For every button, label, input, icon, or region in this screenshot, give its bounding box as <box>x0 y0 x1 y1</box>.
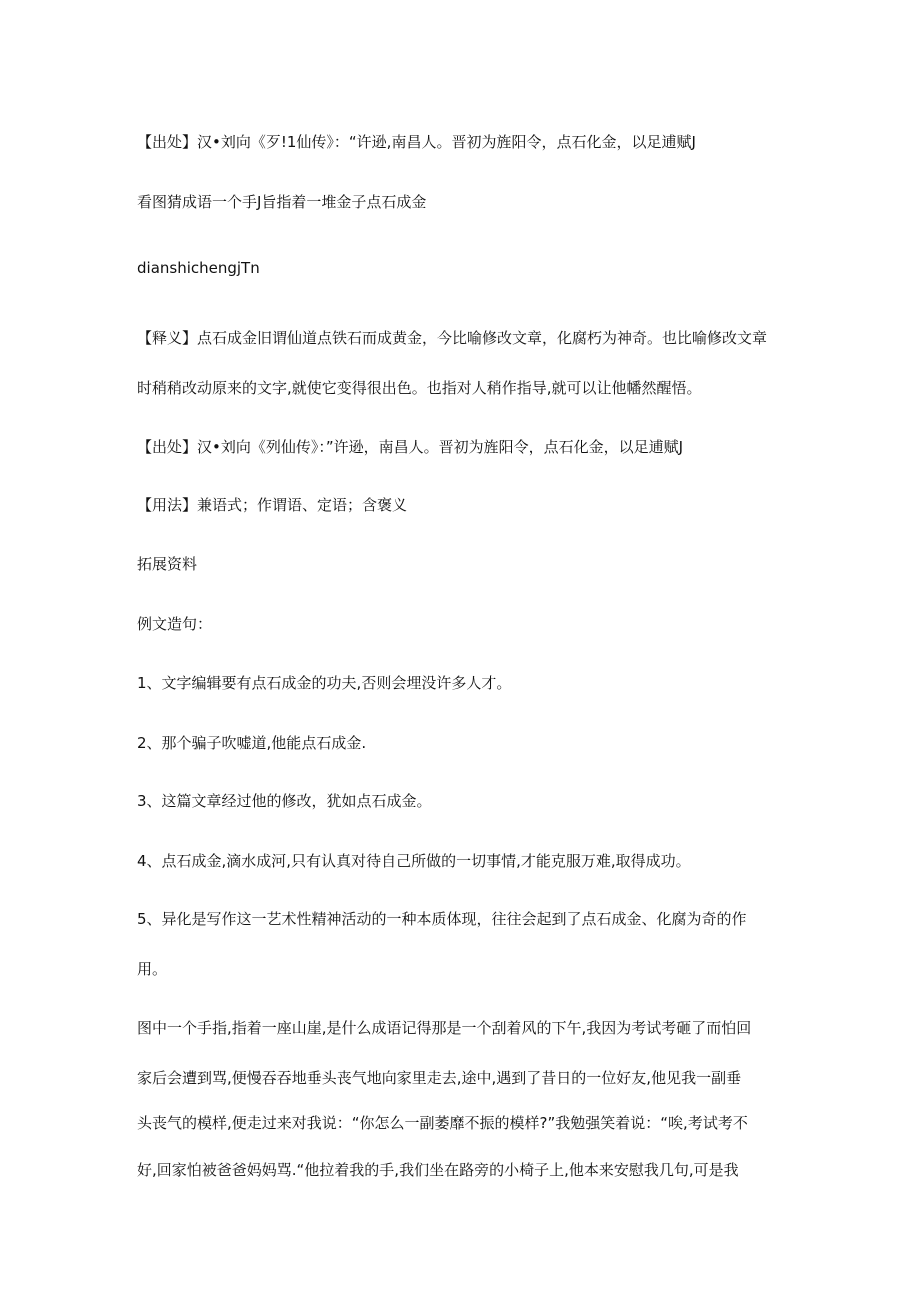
example-1: 1、文字编辑要有点石成金的功夫,否则会埋没许多人才。 <box>137 674 512 692</box>
examples-heading: 例文造句： <box>137 615 213 633</box>
example-5-line-1: 5、异化是写作这一艺术性精神活动的一种本质体现，往往会起到了点石成金、化腐为奇的作 <box>137 910 747 928</box>
example-2: 2、那个骗子吹嘘道,他能点石成金. <box>137 734 367 752</box>
example-5-line-2: 用。 <box>137 960 168 978</box>
meaning-line-1: 【释义】点石成金旧谓仙道点铁石而成黄金，今比喻修改文章，化腐朽为神奇。也比喻修改文章 <box>137 329 768 347</box>
example-3: 3、这篇文章经过他的修改，犹如点石成金。 <box>137 792 432 810</box>
source-line-2: 【出处】汉•刘向《列仙传》：”许逊，南昌人。晋初为旌阳令，点石化金，以足逋赋J <box>137 438 684 456</box>
pinyin-line: dianshichengjTn <box>137 259 260 277</box>
story-line-1: 图中一个手指,指着一座山崖,是什么成语记得那是一个刮着风的下午,我因为考试考砸了而怕回 <box>137 1019 752 1037</box>
meaning-line-2: 时稍稍改动原来的文字,就使它变得很出色。也指对人稍作指导,就可以让他幡然醒悟。 <box>137 379 702 397</box>
title-line: 看图猜成语一个手J旨指着一堆金子点石成金 <box>137 193 427 211</box>
story-line-3: 头丧气的模样,便走过来对我说：“你怎么一副萎靡不振的模样?”我勉强笑着说：“唉,考试考不 <box>137 1114 748 1132</box>
usage-line: 【用法】兼语式；作谓语、定语；含褒义 <box>137 496 408 514</box>
story-line-2: 家后会遭到骂,便慢吞吞地垂头丧气地向家里走去,途中,遇到了昔日的一位好友,他见我一副垂 <box>137 1069 742 1087</box>
source-line-1: 【出处】汉•刘向《歹!1仙传》：“许逊,南昌人。晋初为旌阳令，点石化金，以足逋赋J <box>137 133 696 151</box>
story-line-4: 好,回家怕被爸爸妈妈骂.“他拉着我的手,我们坐在路旁的小椅子上,他本来安慰我几句,可是我 <box>137 1161 739 1179</box>
extension-heading: 拓展资料 <box>137 555 198 573</box>
example-4: 4、点石成金,滴水成河,只有认真对待自己所做的一切事情,才能克服万难,取得成功。 <box>137 852 691 870</box>
